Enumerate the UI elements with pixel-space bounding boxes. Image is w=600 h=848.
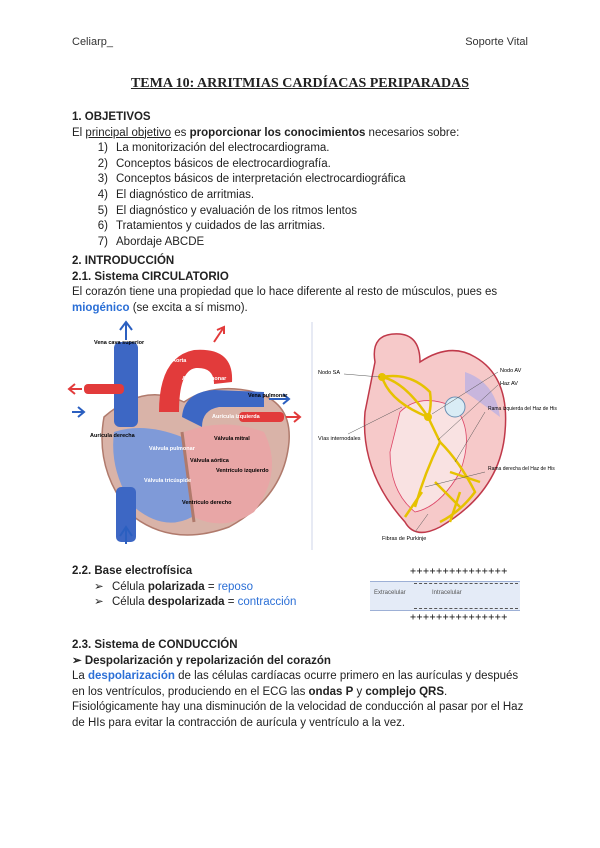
header-left: Celiarp_ [72,36,113,48]
conduction-heading: 2.3. Sistema de CONDUCCIÓN [72,639,238,651]
label-valvula-pulmonar: Válvula pulmonar [149,446,195,452]
membrane-diagram [370,566,530,626]
electrophysiology-section [72,564,362,611]
conduction-subheading: ➢ Despolarización y repolarización del corazón [72,654,331,667]
list-item: 3) Conceptos básicos de interpretación electrocardiográfica [97,173,406,186]
intro-section [72,254,528,316]
list-item: ➢ Célula polarizada = reposo [94,580,253,593]
label-valvula-aortica: Válvula aórtica [190,458,229,464]
label-aorta: Aorta [172,358,187,364]
label-valvula-mitral: Válvula mitral [214,436,250,442]
label-haz-his: Haz AV [500,381,518,387]
list-item: 1) La monitorización del electrocardiograma. [97,142,330,155]
label-vias-internodales: Vías internodales [318,436,361,442]
membrane-inner-label: Intracelular [432,590,462,596]
label-ventriculo-izq: Ventrículo izquierdo [216,468,269,474]
page-title: TEMA 10: ARRITMIAS CARDÍACAS PERIPARADAS [130,76,470,91]
label-valvula-tricuspide: Válvula tricúspide [144,478,192,484]
label-nodo-av: Nodo AV [500,368,522,374]
conduction-paragraph-2: Fisiológicamente hay una disminución de la velocidad de conducción al pasar por el Haz de HIs para evitar la contracción de aurícula y ventrículo a la vez. [72,701,524,729]
circulatory-subheading: 2.1. Sistema CIRCULATORIO [72,270,229,283]
label-nodo-sa: Nodo SA [318,370,341,376]
label-rama-der: Rama derecha del Haz de His [488,466,555,472]
label-venas-pulmonares: Vena pulmonar [248,393,288,399]
objectives-section [72,110,528,250]
intro-heading: 2. INTRODUCCIÓN [72,255,175,267]
electrophysiology-heading: 2.2. Base electrofísica [72,565,193,577]
header-right: Soporte Vital [465,36,528,48]
label-arteria-pulmonar: Arteria pulmonar [182,376,227,382]
heart-anatomy-figure [64,322,302,550]
membrane-outer-label: Extracelular [374,590,406,596]
list-item: 6) Tratamientos y cuidados de las arritmias. [97,220,326,233]
list-item: 5) El diagnóstico y evaluación de los ritmos lentos [97,204,357,217]
conduction-paragraph-1: La despolarización de las células cardíacas ocurre primero en las aurículas y después en los ventrículos, produciendo en el ECG las ondas P y complejo QRS. [72,670,519,698]
conduction-section [72,638,528,732]
label-auricula-izq: Aurícula izquierda [212,414,260,420]
label-auricula-der: Aurícula derecha [90,433,135,439]
label-ventriculo-der: Ventrículo derecho [182,500,232,506]
label-rama-izq: Rama izquierda del Haz de His [488,406,557,412]
membrane-top-charges: +++++++++++++++ [410,566,508,577]
conduction-system-figure [310,322,557,550]
label-vena-cava-sup: Vena cava superior [94,340,145,346]
objectives-heading: 1. OBJETIVOS [72,111,151,123]
list-item: 7) Abordaje ABCDE [97,235,205,248]
circulatory-paragraph: El corazón tiene una propiedad que lo hace diferente al resto de músculos, pues es miogénico (se excita a sí mismo). [72,286,498,314]
label-fibras-purkinje: Fibras de Purkinje [382,536,427,542]
membrane-bottom-charges: +++++++++++++++ [410,612,508,623]
objectives-list [92,141,528,250]
list-item: ➢ Célula despolarizada = contracción [94,596,297,609]
objectives-intro: El principal objetivo es proporcionar los conocimientos necesarios sobre: [72,126,460,139]
list-item: 2) Conceptos básicos de electrocardiografía. [97,157,331,170]
list-item: 4) El diagnóstico de arritmias. [97,188,255,201]
